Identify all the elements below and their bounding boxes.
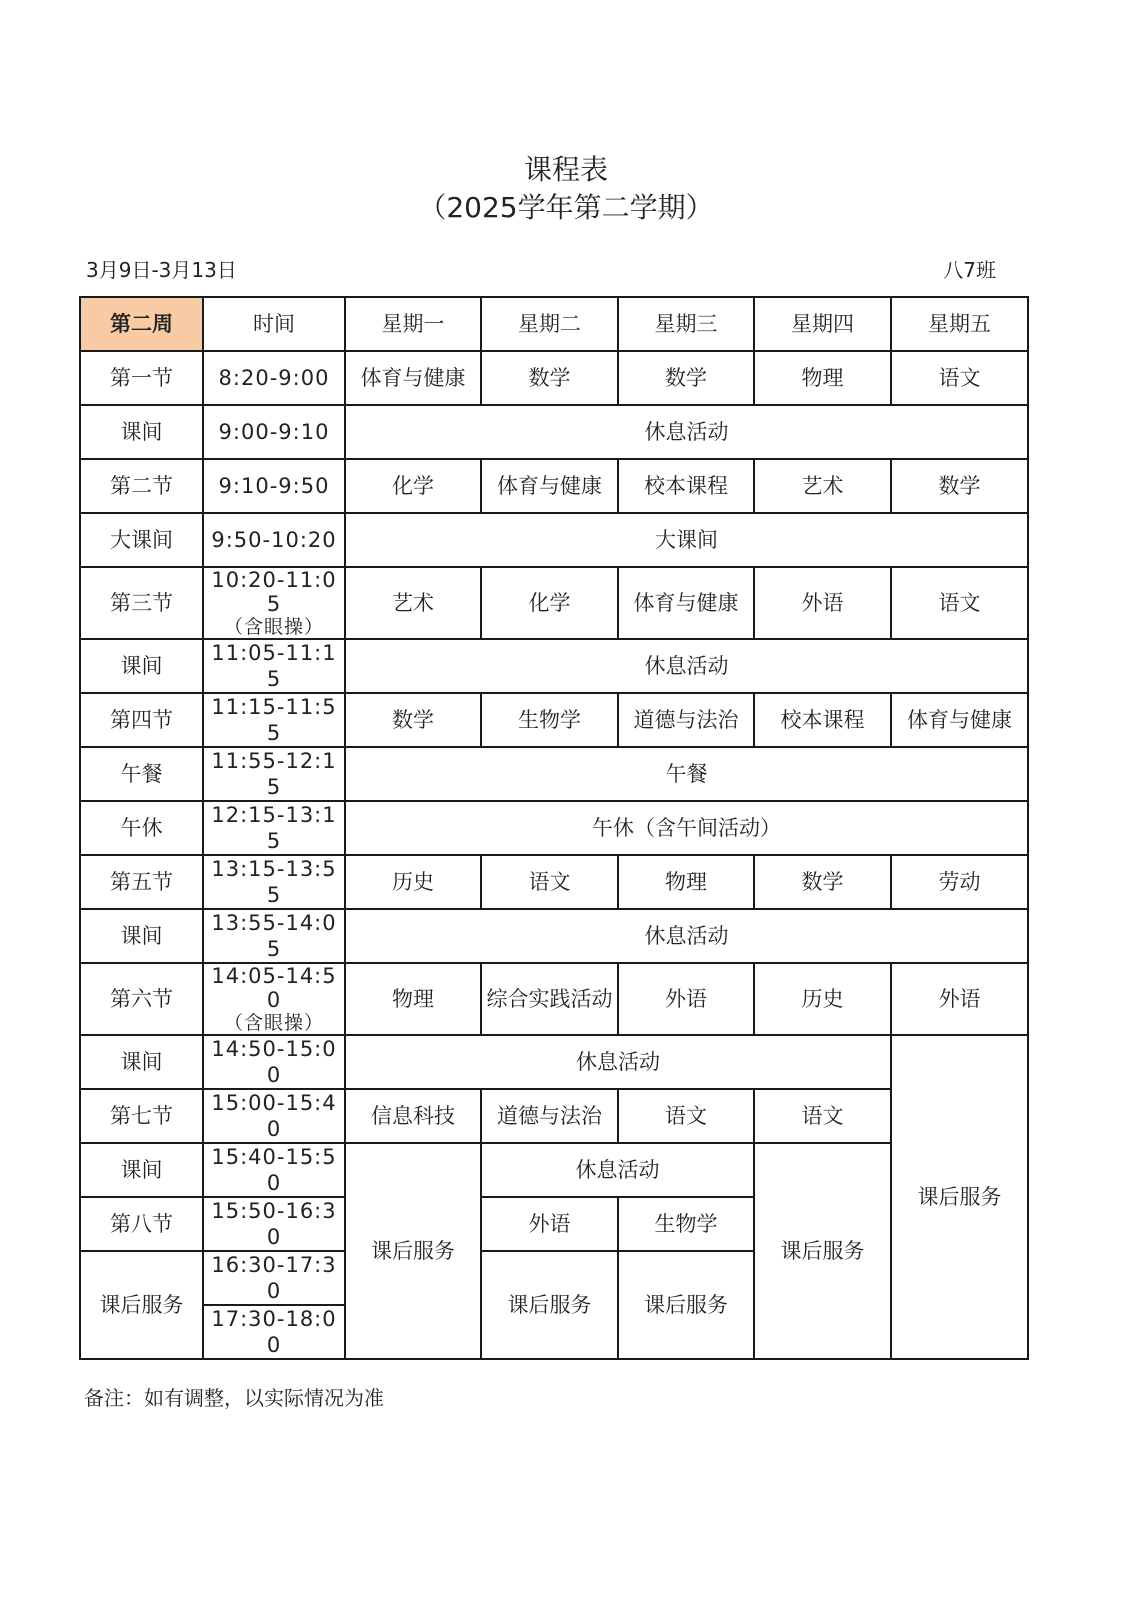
period-time: 15:40-15:50 bbox=[203, 1143, 345, 1197]
date-range: 3月9日-3月13日 bbox=[86, 258, 237, 282]
header-row bbox=[80, 297, 1028, 351]
period-time: 9:10-9:50 bbox=[203, 459, 345, 513]
period-time: 10:20-11:05 bbox=[211, 568, 337, 616]
period-label: 第三节 bbox=[80, 567, 203, 639]
class-cell: 外语 bbox=[891, 963, 1028, 1035]
class-cell: 语文 bbox=[481, 855, 618, 909]
break-row bbox=[80, 909, 1028, 963]
week-cell: 第二周 bbox=[80, 297, 203, 351]
merged-activity-cell: 大课间 bbox=[345, 513, 1028, 567]
class-cell: 校本课程 bbox=[618, 459, 754, 513]
period-label: 第八节 bbox=[80, 1197, 203, 1251]
merged-activity-cell: 休息活动 bbox=[345, 405, 1028, 459]
period-label: 课间 bbox=[80, 1143, 203, 1197]
period-label: 课间 bbox=[80, 1035, 203, 1089]
break-row bbox=[80, 405, 1028, 459]
eye-exercise-note: （含眼操） bbox=[223, 616, 324, 638]
day-header: 星期二 bbox=[481, 297, 618, 351]
period-time: 12:15-13:15 bbox=[203, 801, 345, 855]
period-label: 第一节 bbox=[80, 351, 203, 405]
period-time: 11:05-11:15 bbox=[203, 639, 345, 693]
class-cell: 校本课程 bbox=[754, 693, 891, 747]
period-label: 午休 bbox=[80, 801, 203, 855]
period-label: 第六节 bbox=[80, 963, 203, 1035]
class-cell: 语文 bbox=[891, 567, 1028, 639]
period-time: 13:15-13:55 bbox=[203, 855, 345, 909]
footnote: 备注：如有调整，以实际情况为准 bbox=[84, 1386, 384, 1410]
period-time: 17:30-18:00 bbox=[203, 1305, 345, 1359]
class-cell: 体育与健康 bbox=[345, 351, 481, 405]
class-cell: 劳动 bbox=[891, 855, 1028, 909]
period-label: 第四节 bbox=[80, 693, 203, 747]
period-row bbox=[80, 855, 1028, 909]
period-row bbox=[80, 567, 1028, 639]
after-school-service-cell: 课后服务 bbox=[345, 1143, 481, 1359]
merged-activity-cell: 休息活动 bbox=[345, 909, 1028, 963]
period-time-with-note bbox=[203, 567, 345, 639]
page-title: 课程表 bbox=[523, 153, 608, 186]
period-label: 课间 bbox=[80, 909, 203, 963]
class-cell: 生物学 bbox=[481, 693, 618, 747]
period-time: 14:50-15:00 bbox=[203, 1035, 345, 1089]
break-row bbox=[80, 747, 1028, 801]
period-row bbox=[80, 963, 1028, 1035]
class-cell: 语文 bbox=[754, 1089, 891, 1143]
class-cell: 体育与健康 bbox=[618, 567, 754, 639]
class-cell: 历史 bbox=[754, 963, 891, 1035]
schedule-table bbox=[79, 296, 1029, 1360]
after-school-service-cell: 课后服务 bbox=[754, 1143, 891, 1359]
eye-exercise-note: （含眼操） bbox=[223, 1012, 324, 1034]
break-row bbox=[80, 801, 1028, 855]
time-header: 时间 bbox=[203, 297, 345, 351]
period-label: 第二节 bbox=[80, 459, 203, 513]
class-cell: 物理 bbox=[618, 855, 754, 909]
class-cell: 历史 bbox=[345, 855, 481, 909]
break-row bbox=[80, 1143, 1028, 1197]
class-cell: 物理 bbox=[754, 351, 891, 405]
class-cell: 道德与法治 bbox=[618, 693, 754, 747]
class-cell: 数学 bbox=[754, 855, 891, 909]
class-cell: 信息科技 bbox=[345, 1089, 481, 1143]
period-row bbox=[80, 351, 1028, 405]
period-time: 9:00-9:10 bbox=[203, 405, 345, 459]
period-time: 11:55-12:15 bbox=[203, 747, 345, 801]
period-time: 15:00-15:40 bbox=[203, 1089, 345, 1143]
period-row bbox=[80, 1089, 1028, 1143]
day-header: 星期五 bbox=[891, 297, 1028, 351]
class-cell: 外语 bbox=[618, 963, 754, 1035]
class-cell: 体育与健康 bbox=[481, 459, 618, 513]
break-row bbox=[80, 639, 1028, 693]
period-label: 课间 bbox=[80, 639, 203, 693]
class-cell: 数学 bbox=[891, 459, 1028, 513]
period-label: 课后服务 bbox=[80, 1251, 203, 1359]
day-header: 星期四 bbox=[754, 297, 891, 351]
after-school-service-cell: 课后服务 bbox=[891, 1035, 1028, 1359]
day-header: 星期一 bbox=[345, 297, 481, 351]
class-cell: 数学 bbox=[618, 351, 754, 405]
period-time: 16:30-17:30 bbox=[203, 1251, 345, 1305]
period-time: 15:50-16:30 bbox=[203, 1197, 345, 1251]
period-label: 大课间 bbox=[80, 513, 203, 567]
class-cell: 数学 bbox=[481, 351, 618, 405]
period-time: 9:50-10:20 bbox=[203, 513, 345, 567]
class-cell: 艺术 bbox=[345, 567, 481, 639]
class-cell: 生物学 bbox=[618, 1197, 754, 1251]
class-cell: 化学 bbox=[481, 567, 618, 639]
class-cell: 化学 bbox=[345, 459, 481, 513]
period-time-with-note bbox=[203, 963, 345, 1035]
period-row bbox=[80, 459, 1028, 513]
class-cell: 语文 bbox=[618, 1089, 754, 1143]
period-time: 8:20-9:00 bbox=[203, 351, 345, 405]
period-time: 14:05-14:50 bbox=[211, 964, 337, 1012]
class-cell: 语文 bbox=[891, 351, 1028, 405]
class-cell: 综合实践活动 bbox=[481, 963, 618, 1035]
merged-activity-cell: 休息活动 bbox=[345, 1035, 891, 1089]
break-row bbox=[80, 1035, 1028, 1089]
class-cell: 道德与法治 bbox=[481, 1089, 618, 1143]
period-label: 课间 bbox=[80, 405, 203, 459]
merged-activity-cell: 午餐 bbox=[345, 747, 1028, 801]
class-cell: 数学 bbox=[345, 693, 481, 747]
class-cell: 外语 bbox=[754, 567, 891, 639]
period-label: 午餐 bbox=[80, 747, 203, 801]
period-label: 第七节 bbox=[80, 1089, 203, 1143]
class-cell: 体育与健康 bbox=[891, 693, 1028, 747]
period-row bbox=[80, 693, 1028, 747]
merged-activity-cell: 休息活动 bbox=[345, 639, 1028, 693]
class-cell: 物理 bbox=[345, 963, 481, 1035]
period-time: 13:55-14:05 bbox=[203, 909, 345, 963]
merged-activity-cell: 午休（含午间活动） bbox=[345, 801, 1028, 855]
period-label: 第五节 bbox=[80, 855, 203, 909]
period-time: 11:15-11:55 bbox=[203, 693, 345, 747]
class-name: 八7班 bbox=[943, 258, 996, 282]
class-cell: 外语 bbox=[481, 1197, 618, 1251]
after-school-service-cell: 课后服务 bbox=[481, 1251, 618, 1359]
merged-activity-cell: 休息活动 bbox=[481, 1143, 754, 1197]
day-header: 星期三 bbox=[618, 297, 754, 351]
after-school-service-cell: 课后服务 bbox=[618, 1251, 754, 1359]
page-subtitle: （2025学年第二学期） bbox=[418, 191, 714, 224]
break-row bbox=[80, 513, 1028, 567]
class-cell: 艺术 bbox=[754, 459, 891, 513]
